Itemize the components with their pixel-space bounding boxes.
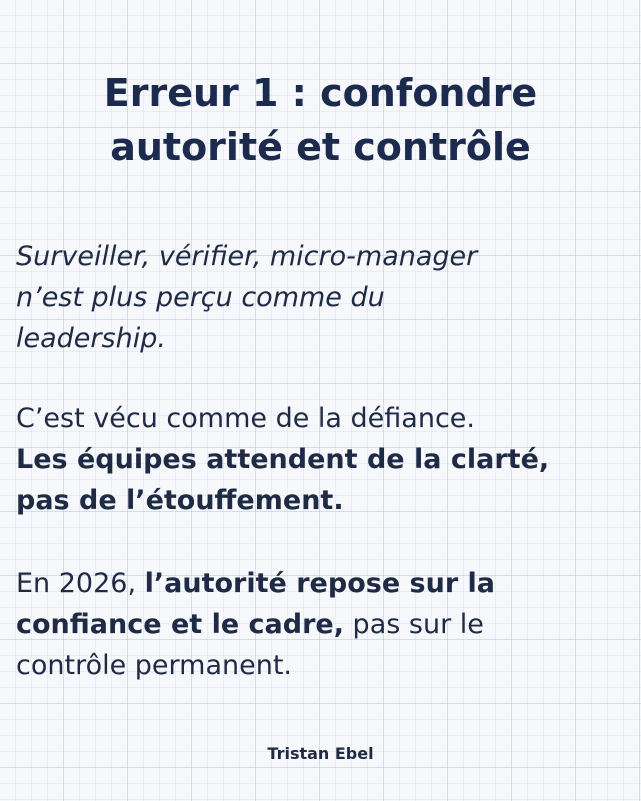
author-name: Tristan Ebel [267,744,374,763]
conclusion-line-1-bold: l’autorité repose sur la [144,568,496,599]
second-line-3: pas de l’étouffement. [16,485,344,516]
conclusion-line-1 [16,563,626,604]
intro-line-3: leadership. [16,323,166,354]
title-line-1: Erreur 1 : confondre [103,71,538,115]
second-line-1: C’est vécu comme de la défiance. [16,403,475,434]
title-line-2: autorité et contrôle [110,125,531,169]
conclusion-line-2 [16,604,626,645]
intro-line-1: Surveiller, vérifier, micro-manager [16,241,478,272]
intro-line-2: n’est plus perçu comme du [16,282,385,313]
second-paragraph [16,398,626,521]
conclusion-line-2-bold: confiance et le cadre, [16,609,344,640]
intro-paragraph [16,236,626,359]
page-title [0,66,641,174]
conclusion-line-1-regular: En 2026, [16,568,145,599]
conclusion-paragraph [16,563,626,686]
conclusion-line-3: contrôle permanent. [16,650,293,681]
second-line-2: Les équipes attendent de la clarté, [16,444,550,475]
conclusion-line-2-regular: pas sur le [343,609,484,640]
